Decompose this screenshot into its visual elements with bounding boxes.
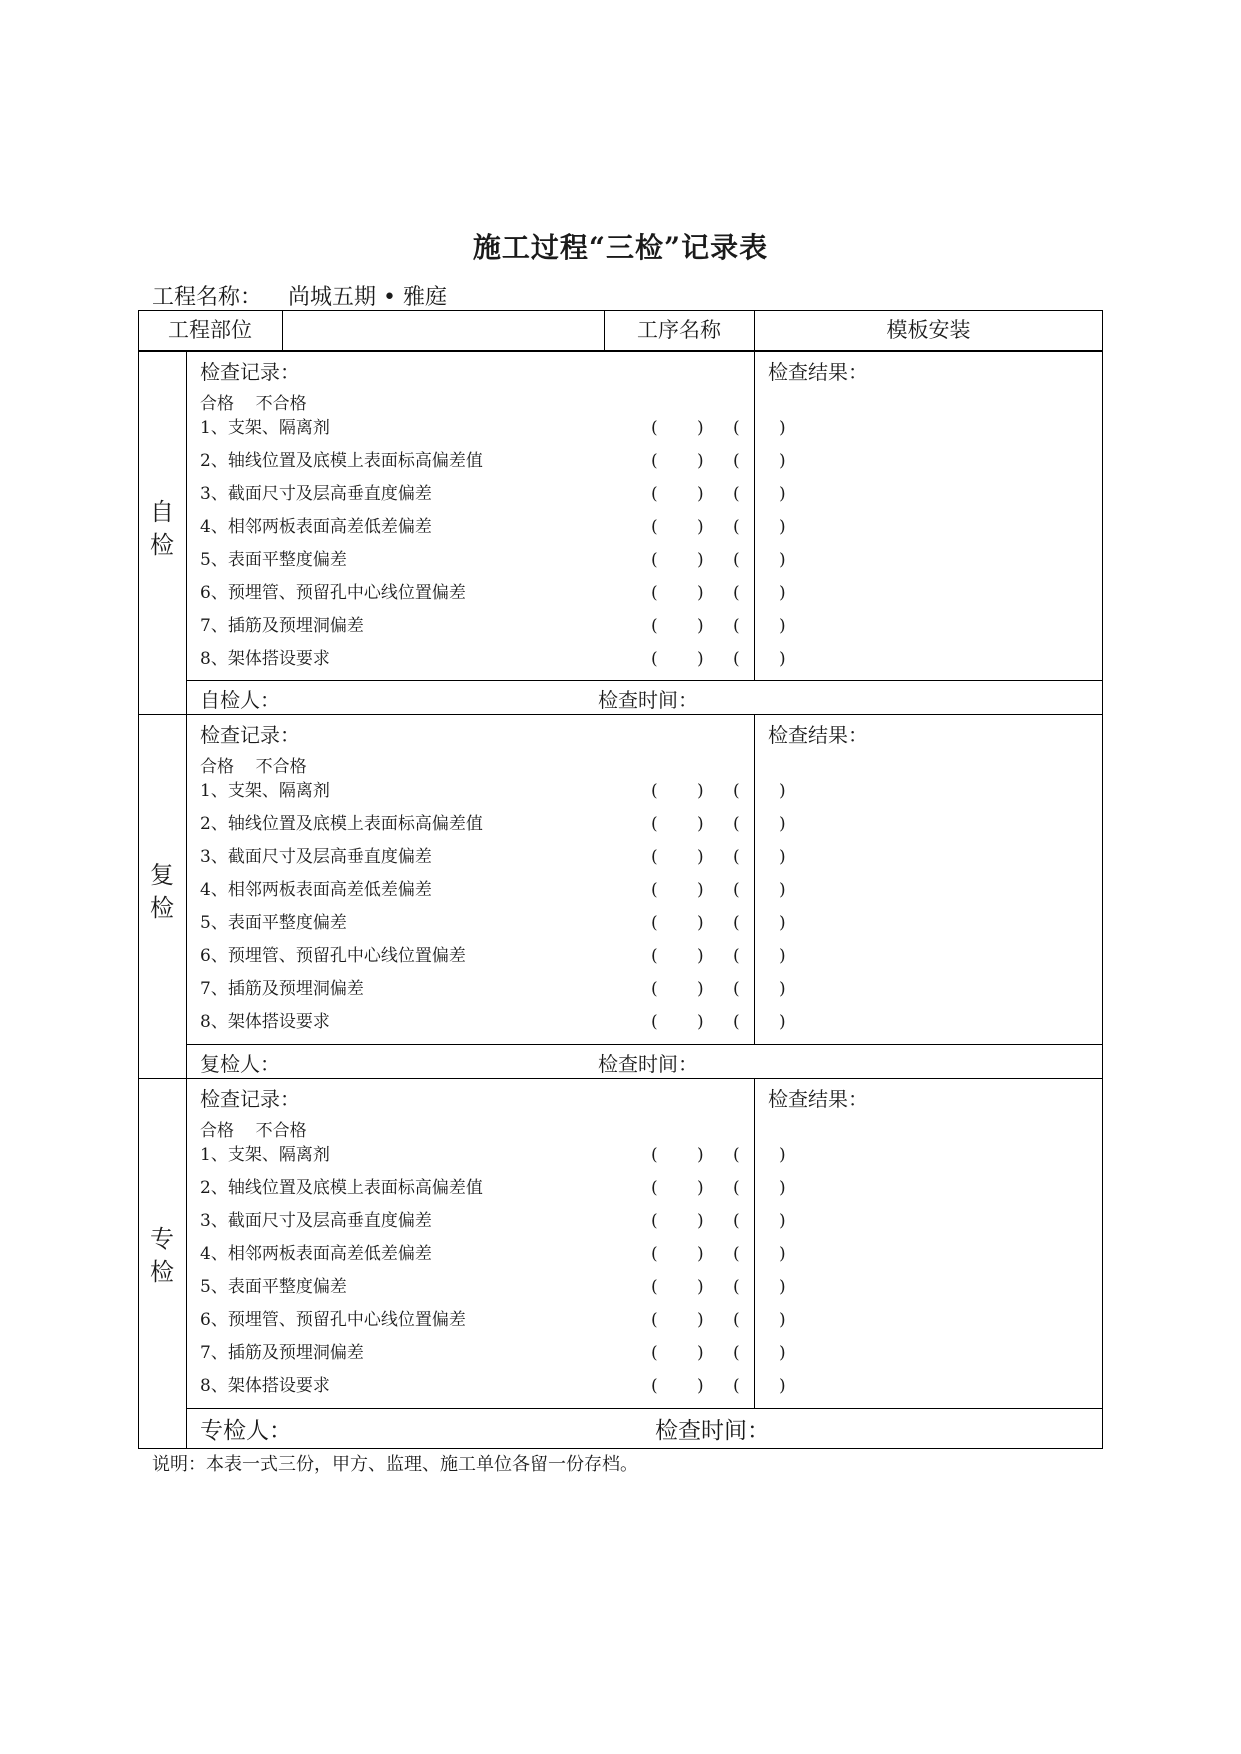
- pass-open-paren: (: [651, 913, 658, 933]
- signer-label: 自检人：: [200, 688, 280, 712]
- section-divider: [186, 714, 187, 1078]
- pass-open-paren: (: [651, 781, 658, 801]
- check-item: [200, 1370, 786, 1403]
- fail-open-paren: (: [733, 946, 740, 966]
- check-item: [200, 511, 786, 544]
- project-name-value: 尚城五期 • 雅庭: [288, 285, 447, 310]
- part-label: 工程部位: [168, 318, 252, 342]
- check-item-label: 4、相邻两板表面高差低差偏差: [200, 880, 432, 900]
- fail-close-paren[interactable]: ): [779, 418, 786, 438]
- fail-open-paren: (: [733, 781, 740, 801]
- fail-close-paren[interactable]: ): [779, 484, 786, 504]
- check-item: [200, 478, 786, 511]
- check-item: [200, 610, 786, 643]
- check-item: [200, 412, 786, 445]
- fail-close-paren[interactable]: ): [779, 1145, 786, 1165]
- section-divider: [186, 1044, 1103, 1045]
- inspection-section: [138, 1078, 1103, 1448]
- pass-open-paren: (: [651, 550, 658, 570]
- check-item-label: 3、截面尺寸及层高垂直度偏差: [200, 1211, 432, 1231]
- fail-open-paren: (: [733, 1277, 740, 1297]
- pass-close-paren[interactable]: ): [697, 1211, 704, 1231]
- pass-close-paren[interactable]: ): [697, 550, 704, 570]
- fail-open-paren: (: [733, 1145, 740, 1165]
- pass-open-paren: (: [651, 814, 658, 834]
- fail-close-paren[interactable]: ): [779, 979, 786, 999]
- record-title: 检查记录：: [200, 1087, 300, 1111]
- pass-close-paren[interactable]: ): [697, 979, 704, 999]
- check-item-label: 1、支架、隔离剂: [200, 1145, 330, 1165]
- check-item-label: 5、表面平整度偏差: [200, 913, 347, 933]
- pass-close-paren[interactable]: ): [697, 880, 704, 900]
- pass-close-paren[interactable]: ): [697, 913, 704, 933]
- check-item: [200, 907, 786, 940]
- result-title: 检查结果：: [768, 723, 868, 747]
- fail-close-paren[interactable]: ): [779, 781, 786, 801]
- fail-close-paren[interactable]: ): [779, 814, 786, 834]
- pass-open-paren: (: [651, 484, 658, 504]
- pass-close-paren[interactable]: ): [697, 847, 704, 867]
- section-label: 自 检: [150, 497, 174, 559]
- fail-open-paren: (: [733, 1178, 740, 1198]
- pass-close-paren[interactable]: ): [697, 517, 704, 537]
- section-divider: [186, 1408, 1103, 1409]
- fail-close-paren[interactable]: ): [779, 880, 786, 900]
- fail-open-paren: (: [733, 1012, 740, 1032]
- fail-open-paren: (: [733, 1211, 740, 1231]
- check-item: [200, 643, 786, 676]
- pass-close-paren[interactable]: ): [697, 1178, 704, 1198]
- inspection-time-label: 检查时间：: [655, 1418, 770, 1444]
- check-item-label: 7、插筋及预埋洞偏差: [200, 616, 364, 636]
- fail-close-paren[interactable]: ): [779, 451, 786, 471]
- check-item: [200, 1238, 786, 1271]
- fail-open-paren: (: [733, 814, 740, 834]
- section-divider: [186, 1078, 187, 1448]
- pass-open-paren: (: [651, 649, 658, 669]
- fail-open-paren: (: [733, 517, 740, 537]
- check-item-label: 4、相邻两板表面高差低差偏差: [200, 1244, 432, 1264]
- process-label: 工序名称: [637, 318, 721, 342]
- inspection-time-label: 检查时间：: [598, 1052, 698, 1076]
- header-row: [138, 310, 1103, 351]
- check-item-label: 1、支架、隔离剂: [200, 781, 330, 801]
- pass-close-paren[interactable]: ): [697, 1310, 704, 1330]
- pass-open-paren: (: [651, 1244, 658, 1264]
- fail-open-paren: (: [733, 649, 740, 669]
- pass-close-paren[interactable]: ): [697, 1277, 704, 1297]
- fail-close-paren[interactable]: ): [779, 1376, 786, 1396]
- pass-close-paren[interactable]: ): [697, 1244, 704, 1264]
- note-text: 说明：本表一式三份，甲方、监理、施工单位各留一份存档。: [152, 1454, 638, 1475]
- fail-close-paren[interactable]: ): [779, 649, 786, 669]
- pass-close-paren[interactable]: ): [697, 1376, 704, 1396]
- pass-open-paren: (: [651, 583, 658, 603]
- signer-label: 复检人：: [200, 1052, 280, 1076]
- pass-open-paren: (: [651, 1012, 658, 1032]
- fail-close-paren[interactable]: ): [779, 1012, 786, 1032]
- pass-close-paren[interactable]: ): [697, 946, 704, 966]
- pass-open-paren: (: [651, 451, 658, 471]
- fail-close-paren[interactable]: ): [779, 517, 786, 537]
- section-divider: [186, 680, 1103, 681]
- check-item: [200, 445, 786, 478]
- section-divider: [754, 351, 755, 680]
- fail-close-paren[interactable]: ): [779, 1244, 786, 1264]
- pass-close-paren[interactable]: ): [697, 814, 704, 834]
- check-item: [200, 841, 786, 874]
- pass-open-paren: (: [651, 418, 658, 438]
- result-title: 检查结果：: [768, 360, 868, 384]
- pass-open-paren: (: [651, 880, 658, 900]
- fail-close-paren[interactable]: ): [779, 1178, 786, 1198]
- check-item-label: 6、预埋管、预留孔中心线位置偏差: [200, 1310, 466, 1330]
- project-name-label: 工程名称：: [152, 285, 263, 310]
- pass-close-paren[interactable]: ): [697, 781, 704, 801]
- project-name-line: [152, 280, 447, 311]
- section-divider: [754, 1078, 755, 1408]
- check-item-label: 1、支架、隔离剂: [200, 418, 330, 438]
- fail-close-paren[interactable]: ): [779, 583, 786, 603]
- record-title: 检查记录：: [200, 360, 300, 384]
- pass-close-paren[interactable]: ): [697, 583, 704, 603]
- process-value: 模板安装: [886, 318, 971, 342]
- fail-open-paren: (: [733, 1376, 740, 1396]
- fail-open-paren: (: [733, 1244, 740, 1264]
- check-item-label: 7、插筋及预埋洞偏差: [200, 979, 364, 999]
- fail-open-paren: (: [733, 880, 740, 900]
- pass-open-paren: (: [651, 979, 658, 999]
- inspection-time-label: 检查时间：: [598, 688, 698, 712]
- fail-open-paren: (: [733, 847, 740, 867]
- check-item-label: 6、预埋管、预留孔中心线位置偏差: [200, 946, 466, 966]
- check-item: [200, 1172, 786, 1205]
- section-divider: [186, 351, 187, 714]
- pass-close-paren[interactable]: ): [697, 1343, 704, 1363]
- fail-close-paren[interactable]: ): [779, 1211, 786, 1231]
- fail-close-paren[interactable]: ): [779, 946, 786, 966]
- inspection-section: [138, 714, 1103, 1078]
- pass-close-paren[interactable]: ): [697, 1145, 704, 1165]
- fail-close-paren[interactable]: ): [779, 913, 786, 933]
- check-item-label: 6、预埋管、预留孔中心线位置偏差: [200, 583, 466, 603]
- check-item: [200, 808, 786, 841]
- pass-close-paren[interactable]: ): [697, 649, 704, 669]
- fail-open-paren: (: [733, 583, 740, 603]
- check-item-label: 5、表面平整度偏差: [200, 1277, 347, 1297]
- check-item: [200, 1304, 786, 1337]
- pass-close-paren[interactable]: ): [697, 484, 704, 504]
- pass-open-paren: (: [651, 1376, 658, 1396]
- fail-close-paren[interactable]: ): [779, 1310, 786, 1330]
- fail-open-paren: (: [733, 616, 740, 636]
- check-item-label: 2、轴线位置及底模上表面标高偏差值: [200, 814, 483, 834]
- check-item-label: 8、架体搭设要求: [200, 1012, 330, 1032]
- check-item: [200, 1139, 786, 1172]
- pass-open-paren: (: [651, 1343, 658, 1363]
- check-item: [200, 1271, 786, 1304]
- pass-open-paren: (: [651, 1310, 658, 1330]
- check-item-label: 3、截面尺寸及层高垂直度偏差: [200, 847, 432, 867]
- check-item: [200, 1006, 786, 1039]
- section-divider: [754, 714, 755, 1044]
- options-header: 合格 不合格: [200, 394, 307, 414]
- record-title: 检查记录：: [200, 723, 300, 747]
- section-label: 专 检: [150, 1225, 174, 1286]
- fail-close-paren[interactable]: ): [779, 550, 786, 570]
- pass-open-paren: (: [651, 1178, 658, 1198]
- options-header: 合格 不合格: [200, 1121, 307, 1141]
- options-header: 合格 不合格: [200, 757, 307, 777]
- result-title: 检查结果：: [768, 1087, 868, 1111]
- check-item-label: 8、架体搭设要求: [200, 649, 330, 669]
- check-item: [200, 544, 786, 577]
- pass-open-paren: (: [651, 1211, 658, 1231]
- pass-open-paren: (: [651, 1277, 658, 1297]
- check-item-label: 7、插筋及预埋洞偏差: [200, 1343, 364, 1363]
- check-item-label: 3、截面尺寸及层高垂直度偏差: [200, 484, 432, 504]
- fail-open-paren: (: [733, 1343, 740, 1363]
- fail-open-paren: (: [733, 418, 740, 438]
- fail-close-paren[interactable]: ): [779, 1277, 786, 1297]
- fail-close-paren[interactable]: ): [779, 847, 786, 867]
- fail-close-paren[interactable]: ): [779, 616, 786, 636]
- pass-open-paren: (: [651, 946, 658, 966]
- fail-open-paren: (: [733, 484, 740, 504]
- check-item-label: 8、架体搭设要求: [200, 1376, 330, 1396]
- pass-open-paren: (: [651, 517, 658, 537]
- form-title: 施工过程“三检”记录表: [472, 231, 769, 264]
- check-item-label: 5、表面平整度偏差: [200, 550, 347, 570]
- check-item-label: 2、轴线位置及底模上表面标高偏差值: [200, 451, 483, 471]
- pass-close-paren[interactable]: ): [697, 418, 704, 438]
- signer-label: 专检人：: [200, 1418, 292, 1444]
- check-item: [200, 1337, 786, 1370]
- check-item: [200, 973, 786, 1006]
- fail-open-paren: (: [733, 451, 740, 471]
- pass-open-paren: (: [651, 1145, 658, 1165]
- pass-close-paren[interactable]: ): [697, 616, 704, 636]
- fail-open-paren: (: [733, 550, 740, 570]
- check-item: [200, 1205, 786, 1238]
- fail-close-paren[interactable]: ): [779, 1343, 786, 1363]
- check-item: [200, 577, 786, 610]
- check-item-label: 2、轴线位置及底模上表面标高偏差值: [200, 1178, 483, 1198]
- fail-open-paren: (: [733, 913, 740, 933]
- inspection-section: [138, 351, 1103, 714]
- part-value-field[interactable]: [282, 310, 604, 351]
- section-label: 复 检: [150, 861, 174, 922]
- check-item: [200, 874, 786, 907]
- check-item: [200, 940, 786, 973]
- pass-close-paren[interactable]: ): [697, 451, 704, 471]
- check-item-label: 4、相邻两板表面高差低差偏差: [200, 517, 432, 537]
- pass-open-paren: (: [651, 616, 658, 636]
- pass-open-paren: (: [651, 847, 658, 867]
- fail-open-paren: (: [733, 979, 740, 999]
- pass-close-paren[interactable]: ): [697, 1012, 704, 1032]
- check-item: [200, 775, 786, 808]
- fail-open-paren: (: [733, 1310, 740, 1330]
